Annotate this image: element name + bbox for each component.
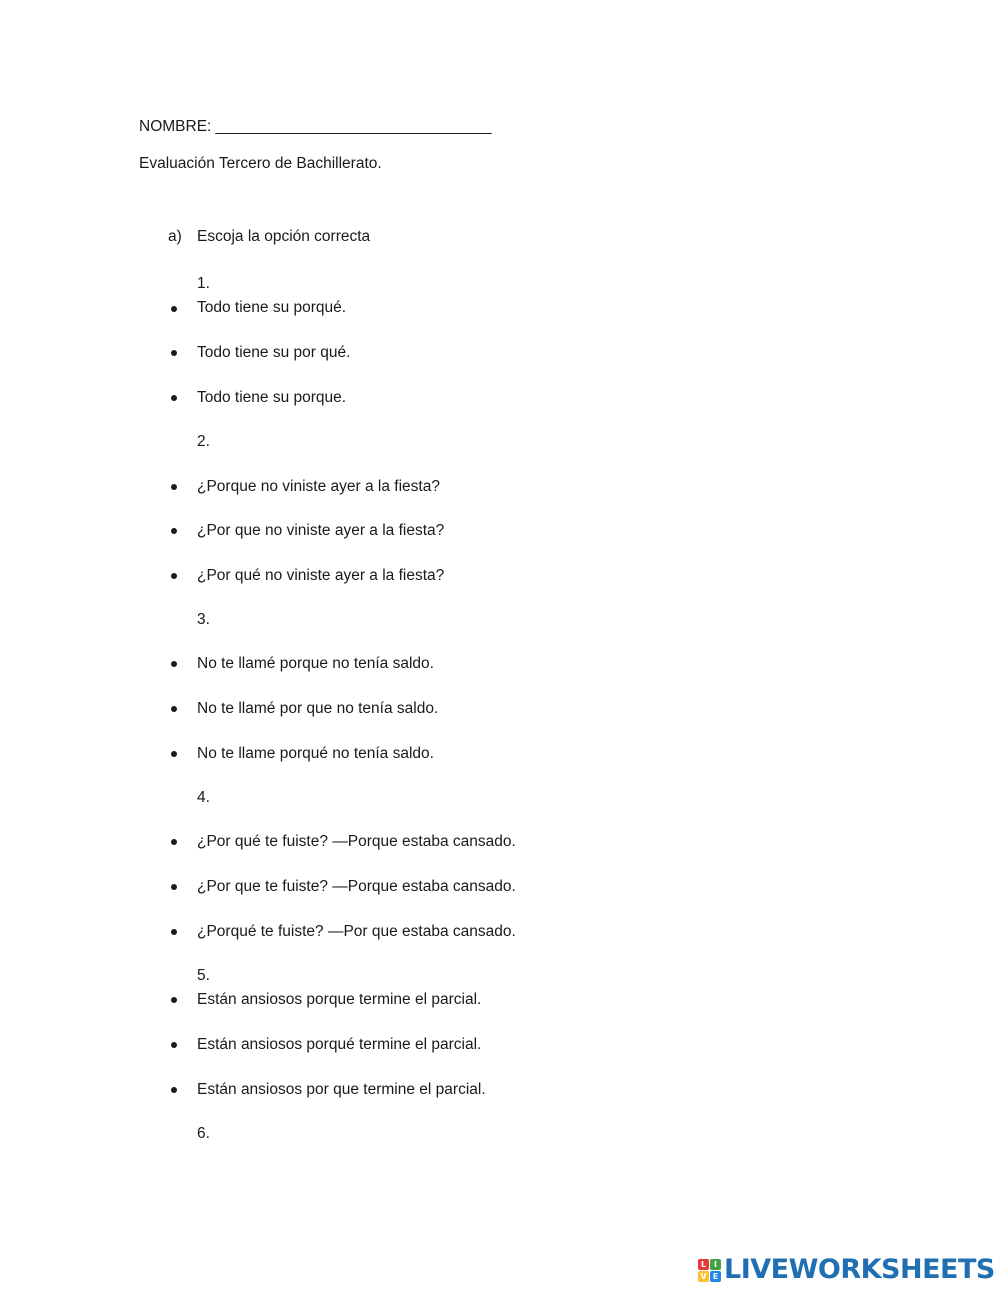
option-2a: ¿Porque no viniste ayer a la fiesta? [197,478,440,495]
option-3a: No te llamé porque no tenía saldo. [197,655,434,672]
bullet [171,528,177,534]
logo-tile: V [698,1271,709,1282]
live-tiles-icon [698,1259,721,1282]
question-number-5: 5. [197,967,210,984]
liveworksheets-logo [698,1256,995,1284]
option-3c: No te llame porqué no tenía saldo. [197,745,434,762]
question-number-1: 1. [197,275,210,292]
option-5a: Están ansiosos porque termine el parcial. [197,991,482,1008]
bullet [171,573,177,579]
question-number-6: 6. [197,1125,210,1142]
bullet [171,997,177,1003]
option-1a: Todo tiene su porqué. [197,299,347,316]
name-field-label: NOMBRE: ________________________________ [139,118,492,135]
option-4b: ¿Por que te fuiste? —Porque estaba cansado. [197,878,516,895]
option-3b: No te llamé por que no tenía saldo. [197,700,439,717]
bullet [171,706,177,712]
question-number-3: 3. [197,611,210,628]
logo-tile: I [710,1259,721,1270]
bullet [171,350,177,356]
logo-tile: E [710,1271,721,1282]
bullet [171,306,177,312]
option-1b: Todo tiene su por qué. [197,344,351,361]
worksheet-subtitle: Evaluación Tercero de Bachillerato. [139,155,382,172]
section-instruction: Escoja la opción correcta [197,228,371,245]
bullet [171,1087,177,1093]
bullet [171,1042,177,1048]
bullet [171,884,177,890]
bullet [171,839,177,845]
bullet [171,484,177,490]
option-4a: ¿Por qué te fuiste? —Porque estaba cansado. [197,833,516,850]
bullet [171,929,177,935]
option-4c: ¿Porqué te fuiste? —Por que estaba cansado. [197,923,516,940]
question-number-2: 2. [197,433,210,450]
option-2c: ¿Por qué no viniste ayer a la fiesta? [197,567,445,584]
bullet [171,395,177,401]
question-number-4: 4. [197,789,210,806]
option-5b: Están ansiosos porqué termine el parcial. [197,1036,482,1053]
bullet [171,661,177,667]
option-2b: ¿Por que no viniste ayer a la fiesta? [197,522,445,539]
option-1c: Todo tiene su porque. [197,389,347,406]
bullet [171,751,177,757]
option-5c: Están ansiosos por que termine el parcial. [197,1081,486,1098]
logo-wordmark: LIVEWORKSHEETS [724,1254,995,1285]
section-marker: a) [168,228,182,245]
logo-tile: L [698,1259,709,1270]
